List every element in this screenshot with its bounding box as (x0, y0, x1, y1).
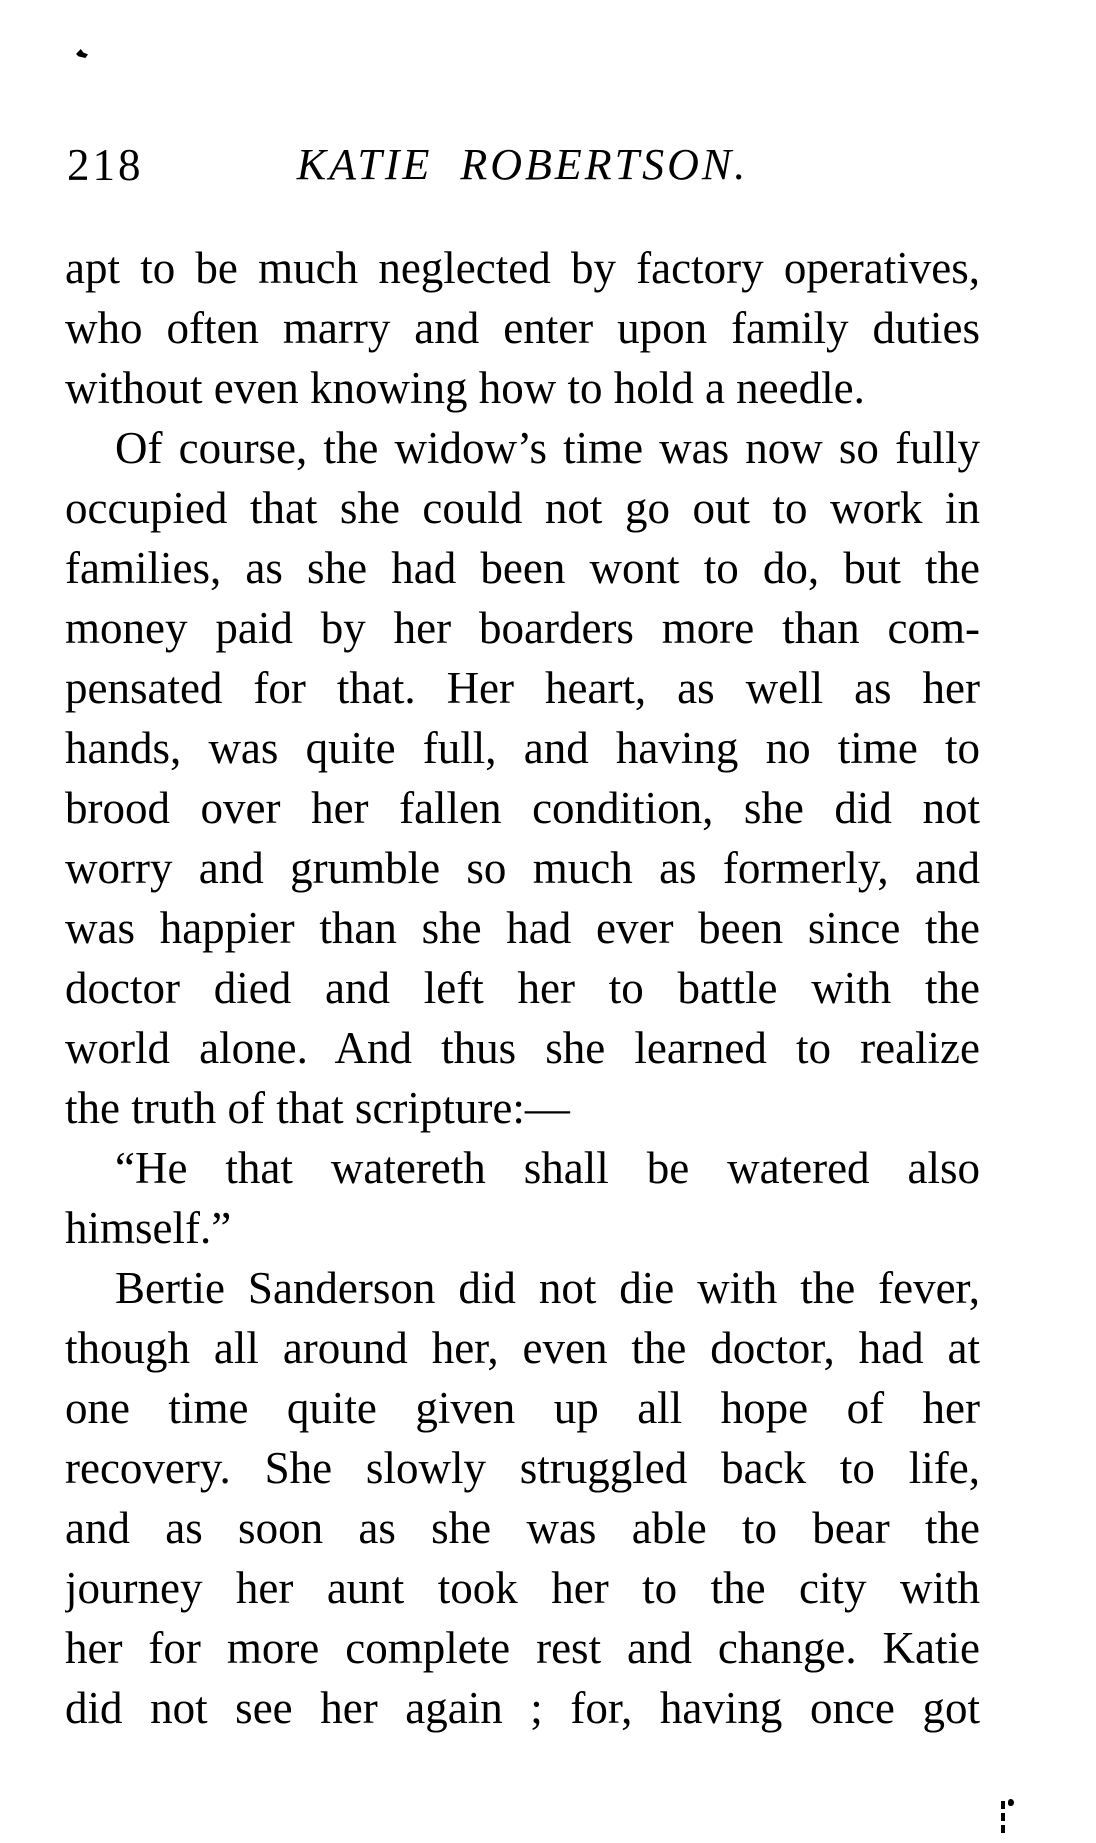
text-line: one time quite given up all hope of her (65, 1383, 980, 1433)
text-line: himself.” (65, 1203, 232, 1253)
text-line: worry and grumble so much as formerly, and (65, 843, 980, 893)
ink-speck (76, 49, 88, 58)
text-line: occupied that she could not go out to work in (65, 483, 980, 533)
text-line: journey her aunt took her to the city with (65, 1563, 980, 1613)
text-line: Bertie Sanderson did not die with the fever, (115, 1263, 980, 1313)
text-line: apt to be much neglected by factory operatives, (65, 243, 980, 293)
scan-artifact-dashes (1001, 1801, 1005, 1834)
text-line: doctor died and left her to battle with the (65, 963, 980, 1013)
page-number: 218 (67, 140, 144, 190)
scan-artifact-dot (1008, 1799, 1014, 1806)
text-line: Of course, the widow’s time was now so fully (115, 423, 980, 473)
text-line: “He that watereth shall be watered also (115, 1143, 980, 1193)
text-line: families, as she had been wont to do, but the (65, 543, 980, 593)
text-line: the truth of that scripture:— (65, 1083, 570, 1133)
text-line: world alone. And thus she learned to realize (65, 1023, 980, 1073)
body-text-block (65, 238, 980, 1738)
text-line: brood over her fallen condition, she did not (65, 783, 980, 833)
text-line: her for more complete rest and change. Katie (65, 1623, 980, 1673)
text-line: recovery. She slowly struggled back to life, (65, 1443, 980, 1493)
text-line: was happier than she had ever been since the (65, 903, 980, 953)
running-header (65, 140, 980, 192)
text-line: money paid by her boarders more than com- (65, 603, 980, 653)
text-line: though all around her, even the doctor, had at (65, 1323, 980, 1373)
text-line: who often marry and enter upon family duties (65, 303, 980, 353)
text-line: hands, was quite full, and having no time to (65, 723, 980, 773)
running-header-title: KATIE ROBERTSON. (296, 140, 749, 189)
text-line: did not see her again ; for, having once got (65, 1683, 980, 1733)
text-line: and as soon as she was able to bear the (65, 1503, 980, 1553)
text-line: pensated for that. Her heart, as well as her (65, 663, 980, 713)
text-line: without even knowing how to hold a needle. (65, 363, 865, 413)
